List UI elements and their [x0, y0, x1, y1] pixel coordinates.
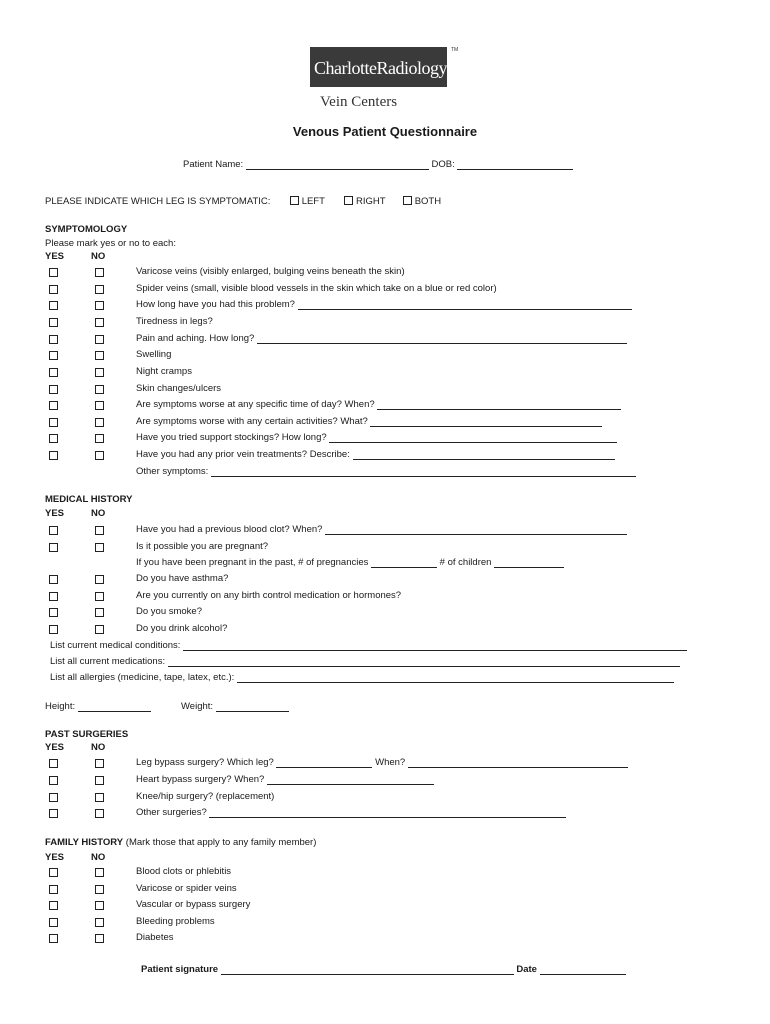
- symptom-yes-checkbox[interactable]: [49, 451, 58, 460]
- symptom-yes-checkbox[interactable]: [49, 418, 58, 427]
- symptom-item-label: Spider veins (small, visible blood vessels in the skin which take on a blue or red color): [136, 283, 497, 294]
- height-field[interactable]: [78, 702, 151, 712]
- symptom-item: [136, 349, 171, 360]
- weight-row: [181, 701, 289, 712]
- signature-row: [141, 964, 626, 975]
- medical-history-yes-checkbox[interactable]: [49, 526, 58, 535]
- children-count-label: # of children: [439, 557, 492, 568]
- symptom-no-checkbox[interactable]: [95, 301, 104, 310]
- patient-name-field[interactable]: [246, 160, 429, 170]
- logo-trademark: TM: [451, 47, 459, 53]
- symptom-item: [136, 316, 213, 327]
- signature-field[interactable]: [221, 965, 514, 975]
- signature-label: Patient signature: [141, 964, 219, 975]
- medical-history-item: [136, 524, 627, 535]
- past-surgery-no-checkbox[interactable]: [95, 793, 104, 802]
- symptom-no-checkbox[interactable]: [95, 401, 104, 410]
- symptom-item-label: Tiredness in legs?: [136, 316, 213, 327]
- other-symptoms-row: [136, 466, 636, 477]
- date-label: Date: [516, 964, 537, 975]
- symptomology-instruction: Please mark yes or no to each:: [45, 238, 176, 249]
- symptom-yes-checkbox[interactable]: [49, 401, 58, 410]
- symptom-item: [136, 333, 627, 344]
- patient-name-row: [183, 159, 573, 170]
- symptom-item-label: Have you had any prior vein treatments? Describe:: [136, 449, 350, 460]
- medical-history-yes-checkbox[interactable]: [49, 543, 58, 552]
- medical-history-item: [136, 573, 228, 584]
- symptom-yes-checkbox[interactable]: [49, 385, 58, 394]
- medical-history-answer-field[interactable]: [325, 525, 627, 535]
- pregnancy-count-label: If you have been pregnant in the past, # of pregnancies: [136, 557, 369, 568]
- symptom-item: [136, 383, 221, 394]
- medical-history-item: [136, 541, 268, 552]
- left-leg-checkbox[interactable]: [290, 196, 299, 205]
- height-label: Height:: [45, 701, 76, 712]
- symptom-item: [136, 449, 615, 460]
- past-surgery-yes-checkbox[interactable]: [49, 793, 58, 802]
- allergies-label: List all allergies (medicine, tape, latex, etc.):: [50, 672, 235, 683]
- family-history-item: [136, 883, 237, 894]
- medical-history-no-checkbox[interactable]: [95, 575, 104, 584]
- right-leg-checkbox[interactable]: [344, 196, 353, 205]
- symptom-item-label: Pain and aching. How long?: [136, 333, 255, 344]
- past-surgery-item-label: Leg bypass surgery? Which leg?: [136, 757, 274, 768]
- family-history-item: [136, 932, 174, 943]
- family-history-item: [136, 916, 215, 927]
- symptom-item-label: Are symptoms worse at any specific time of day? When?: [136, 399, 375, 410]
- medical-history-item-label: Do you have asthma?: [136, 573, 229, 584]
- medical-history-item-label: Is it possible you are pregnant?: [136, 541, 269, 552]
- symptom-no-checkbox[interactable]: [95, 268, 104, 277]
- symptom-answer-field[interactable]: [370, 417, 602, 427]
- past-surgery-yes-checkbox[interactable]: [49, 776, 58, 785]
- allergies-row: [50, 672, 674, 683]
- medical-history-no-checkbox[interactable]: [95, 526, 104, 535]
- dob-label: DOB:: [431, 159, 455, 170]
- symptom-item: [136, 283, 497, 294]
- symptom-no-checkbox[interactable]: [95, 385, 104, 394]
- mh-yes-header: YES: [45, 508, 65, 519]
- patient-name-label: Patient Name:: [183, 159, 244, 170]
- family-history-heading: FAMILY HISTORY: [45, 837, 124, 848]
- medical-history-item-label: Have you had a previous blood clot? When?: [136, 524, 323, 535]
- family-history-no-checkbox[interactable]: [95, 868, 104, 877]
- other-symptoms-label: Other symptoms:: [136, 466, 209, 477]
- family-history-item-label: Vascular or bypass surgery: [136, 899, 251, 910]
- symptom-yes-checkbox[interactable]: [49, 335, 58, 344]
- medical-history-no-checkbox[interactable]: [95, 608, 104, 617]
- past-surgery-yes-checkbox[interactable]: [49, 809, 58, 818]
- leg-bypass-when-label: When?: [372, 757, 408, 768]
- medical-history-yes-checkbox[interactable]: [49, 608, 58, 617]
- left-leg-label: LEFT: [301, 196, 325, 207]
- weight-field[interactable]: [216, 702, 289, 712]
- past-surgery-item: [136, 807, 566, 818]
- family-history-item: [136, 899, 250, 910]
- symptom-item-label: Are symptoms worse with any certain activities? What?: [136, 416, 368, 427]
- logo-box: [310, 47, 447, 87]
- symptom-item-label: Have you tried support stockings? How long?: [136, 432, 327, 443]
- symptom-answer-field[interactable]: [377, 400, 621, 410]
- medical-conditions-row: [50, 640, 687, 651]
- ps-yes-header: YES: [45, 742, 65, 753]
- past-surgery-item-label: Knee/hip surgery? (replacement): [136, 791, 275, 802]
- family-history-item-label: Bleeding problems: [136, 916, 215, 927]
- symptom-item: [136, 399, 621, 410]
- medical-history-item-label: Do you smoke?: [136, 606, 203, 617]
- symptom-no-checkbox[interactable]: [95, 335, 104, 344]
- medical-history-item-label: Do you drink alcohol?: [136, 623, 228, 634]
- logo-subtitle: Vein Centers: [320, 94, 398, 110]
- dob-field[interactable]: [457, 160, 573, 170]
- past-surgery-item-label: Heart bypass surgery? When?: [136, 774, 265, 785]
- symptom-answer-field[interactable]: [353, 450, 615, 460]
- medical-history-item-label: Are you currently on any birth control medication or hormones?: [136, 590, 402, 601]
- past-surgery-item-label: Other surgeries?: [136, 807, 207, 818]
- right-leg-label: RIGHT: [356, 196, 386, 207]
- symptom-item: [136, 299, 632, 310]
- medical-history-yes-checkbox[interactable]: [49, 575, 58, 584]
- symptom-item-label: Varicose veins (visibly enlarged, bulging veins beneath the skin): [136, 266, 405, 277]
- symptom-no-checkbox[interactable]: [95, 285, 104, 294]
- past-surgery-no-checkbox[interactable]: [95, 809, 104, 818]
- fh-yes-header: YES: [45, 852, 65, 863]
- medical-history-no-checkbox[interactable]: [95, 625, 104, 634]
- family-history-no-checkbox[interactable]: [95, 934, 104, 943]
- symptom-yes-checkbox[interactable]: [49, 285, 58, 294]
- medications-row: [50, 656, 680, 667]
- leg-symptomatic-row: [45, 196, 441, 207]
- symptom-no-checkbox[interactable]: [95, 318, 104, 327]
- children-count-field[interactable]: [494, 558, 564, 568]
- family-history-yes-checkbox[interactable]: [49, 934, 58, 943]
- symptom-yes-checkbox[interactable]: [49, 318, 58, 327]
- symptomology-heading: SYMPTOMOLOGY: [45, 224, 128, 235]
- page-title: Venous Patient Questionnaire: [292, 124, 478, 139]
- medical-history-item: [136, 623, 227, 634]
- past-surgery-item: [136, 791, 274, 802]
- family-history-heading-row: [45, 837, 316, 848]
- charlotte-radiology-logo: [310, 47, 459, 115]
- symptom-no-checkbox[interactable]: [95, 418, 104, 427]
- symptom-item-label: How long have you had this problem?: [136, 299, 295, 310]
- family-history-yes-checkbox[interactable]: [49, 885, 58, 894]
- family-history-item-label: Blood clots or phlebitis: [136, 866, 232, 877]
- symptom-item-label: Night cramps: [136, 366, 192, 377]
- symptom-item: [136, 432, 617, 443]
- past-surgery-no-checkbox[interactable]: [95, 759, 104, 768]
- symptom-item: [136, 416, 602, 427]
- symptom-no-checkbox[interactable]: [95, 434, 104, 443]
- family-history-no-checkbox[interactable]: [95, 901, 104, 910]
- past-surgery-answer-field[interactable]: [267, 775, 434, 785]
- both-legs-label: BOTH: [414, 196, 442, 207]
- mh-no-header: NO: [91, 508, 106, 519]
- past-surgery-answer-field[interactable]: [209, 808, 566, 818]
- past-surgeries-heading: PAST SURGERIES: [45, 729, 129, 740]
- which-leg-field[interactable]: [276, 758, 372, 768]
- symptom-answer-field[interactable]: [298, 300, 632, 310]
- weight-label: Weight:: [181, 701, 214, 712]
- past-surgery-item: [136, 757, 628, 768]
- symptom-yes-checkbox[interactable]: [49, 268, 58, 277]
- both-legs-checkbox[interactable]: [403, 196, 412, 205]
- symptom-answer-field[interactable]: [329, 433, 617, 443]
- symptom-item-label: Skin changes/ulcers: [136, 383, 222, 394]
- yes-header: YES: [45, 251, 65, 262]
- past-surgery-yes-checkbox[interactable]: [49, 759, 58, 768]
- medications-field[interactable]: [168, 657, 680, 667]
- symptom-yes-checkbox[interactable]: [49, 301, 58, 310]
- symptom-no-checkbox[interactable]: [95, 351, 104, 360]
- medical-history-heading: MEDICAL HISTORY: [45, 494, 133, 505]
- family-history-yes-checkbox[interactable]: [49, 918, 58, 927]
- symptom-item-label: Swelling: [136, 349, 172, 360]
- allergies-field[interactable]: [237, 673, 674, 683]
- past-surgery-no-checkbox[interactable]: [95, 776, 104, 785]
- medical-history-yes-checkbox[interactable]: [49, 592, 58, 601]
- medical-history-yes-checkbox[interactable]: [49, 625, 58, 634]
- date-field[interactable]: [540, 965, 626, 975]
- symptom-yes-checkbox[interactable]: [49, 368, 58, 377]
- symptom-yes-checkbox[interactable]: [49, 434, 58, 443]
- family-history-note: (Mark those that apply to any family member): [125, 837, 317, 848]
- logo-name: CharlotteRadiology: [314, 58, 447, 78]
- medical-history-item: [136, 606, 202, 617]
- family-history-no-checkbox[interactable]: [95, 885, 104, 894]
- symptom-item: [136, 366, 192, 377]
- pregnancy-followup-row: [136, 557, 564, 568]
- leg-bypass-when-field[interactable]: [408, 758, 628, 768]
- symptom-yes-checkbox[interactable]: [49, 351, 58, 360]
- family-history-yes-checkbox[interactable]: [49, 901, 58, 910]
- family-history-yes-checkbox[interactable]: [49, 868, 58, 877]
- medical-conditions-field[interactable]: [183, 641, 687, 651]
- symptom-item: [136, 266, 405, 277]
- family-history-item-label: Varicose or spider veins: [136, 883, 237, 894]
- past-surgery-item: [136, 774, 434, 785]
- symptom-no-checkbox[interactable]: [95, 368, 104, 377]
- no-header: NO: [91, 251, 106, 262]
- medications-label: List all current medications:: [50, 656, 166, 667]
- pregnancy-count-field[interactable]: [371, 558, 437, 568]
- leg-prompt: PLEASE INDICATE WHICH LEG IS SYMPTOMATIC:: [45, 196, 271, 207]
- symptom-answer-field[interactable]: [257, 334, 627, 344]
- symptom-no-checkbox[interactable]: [95, 451, 104, 460]
- medical-conditions-label: List current medical conditions:: [50, 640, 181, 651]
- medical-history-no-checkbox[interactable]: [95, 592, 104, 601]
- height-row: [45, 701, 151, 712]
- other-symptoms-field[interactable]: [211, 467, 636, 477]
- fh-no-header: NO: [91, 852, 106, 863]
- ps-no-header: NO: [91, 742, 106, 753]
- family-history-item: [136, 866, 231, 877]
- family-history-item-label: Diabetes: [136, 932, 174, 943]
- family-history-no-checkbox[interactable]: [95, 918, 104, 927]
- medical-history-no-checkbox[interactable]: [95, 543, 104, 552]
- medical-history-item: [136, 590, 401, 601]
